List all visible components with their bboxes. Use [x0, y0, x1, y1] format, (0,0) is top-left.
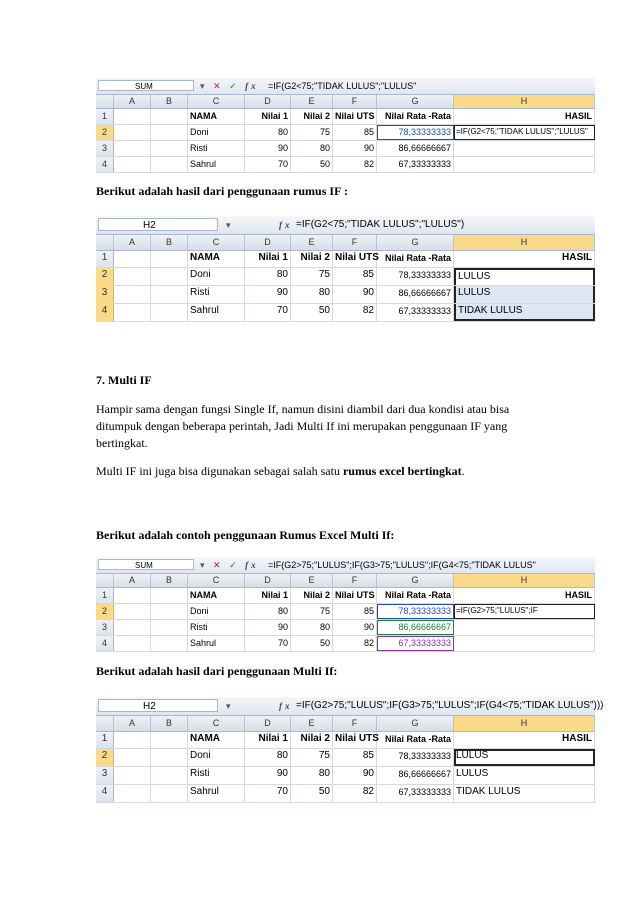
column-header-g[interactable]: G	[377, 235, 454, 250]
cell-header-nilai1[interactable]: Nilai 1	[245, 109, 291, 124]
column-header-e[interactable]: E	[291, 716, 333, 731]
cell-hasil[interactable]: LULUS	[454, 749, 595, 766]
paragraph-multi-if-usage: Multi IF ini juga bisa digunakan sebagai salah satu rumus excel bertingkat.	[96, 464, 465, 478]
column-header-f[interactable]: F	[333, 95, 377, 108]
cell-header-nama[interactable]: NAMA	[188, 109, 245, 124]
cell-header-rata[interactable]: Nilai Rata -Rata	[377, 109, 454, 124]
column-header-d[interactable]: D	[245, 95, 291, 108]
cell-header-uts[interactable]: Nilai UTS	[333, 109, 377, 124]
column-headers	[96, 235, 595, 251]
cell-header-rata[interactable]: Nilai Rata -Rata	[377, 251, 454, 267]
cell-header-nilai1[interactable]: Nilai 1	[245, 251, 291, 267]
select-all-corner[interactable]	[96, 95, 114, 108]
excel-screenshot-multi-if-result	[96, 697, 604, 798]
column-header-b[interactable]: B	[151, 574, 188, 587]
cell-nilai2[interactable]: 80	[291, 141, 333, 156]
cell-nilai1[interactable]: 80	[245, 749, 291, 766]
cell-nilai1[interactable]: 70	[245, 304, 291, 321]
name-box[interactable]: H2	[98, 218, 218, 231]
select-all-corner[interactable]	[96, 574, 114, 587]
cell-header-nilai2[interactable]: Nilai 2	[291, 109, 333, 124]
row-number[interactable]: 2	[96, 125, 114, 140]
cell-header-nilai2[interactable]: Nilai 2	[291, 588, 333, 603]
function-icon[interactable]: fx	[279, 701, 293, 711]
text-if-result-intro: Berikut adalah hasil dari penggunaan rumus IF :	[96, 184, 348, 198]
cell-header-nilai2[interactable]: Nilai 2	[291, 251, 333, 267]
table-row	[96, 109, 595, 125]
cell-rata[interactable]: 67,33333333	[377, 785, 454, 802]
cell-nilai2[interactable]: 80	[291, 286, 333, 303]
column-header-d[interactable]: D	[245, 235, 291, 250]
cell-nilai2[interactable]: 80	[291, 767, 333, 784]
cell-hasil[interactable]: LULUS	[454, 268, 595, 285]
formula-input[interactable]: =IF(G2>75;"LULUS";IF(G3>75;"LULUS";IF(G4<75;"TIDAK LULUS"	[268, 560, 536, 570]
select-all-corner[interactable]	[96, 716, 114, 731]
table-row	[96, 636, 595, 652]
cell-nilai1[interactable]: 90	[245, 286, 291, 303]
row-number[interactable]: 3	[96, 767, 114, 784]
column-header-f[interactable]: F	[333, 235, 377, 250]
formula-input[interactable]: =IF(G2<75;"TIDAK LULUS";"LULUS")	[296, 219, 465, 230]
cell-nilai1[interactable]: 70	[245, 157, 291, 172]
text-multi-if-example-intro: Berikut adalah contoh penggunaan Rumus Excel Multi If:	[96, 528, 395, 542]
excel-screenshot-if-result	[96, 216, 595, 317]
name-box[interactable]: SUM	[98, 80, 194, 91]
row-number[interactable]: 2	[96, 604, 114, 619]
cell-hasil-editing[interactable]: =IF(G2<75;"TIDAK LULUS";"LULUS"	[454, 125, 595, 140]
cell-header-uts[interactable]: Nilai UTS	[333, 251, 377, 267]
cell-uts[interactable]: 82	[333, 785, 377, 802]
function-icon[interactable]: fx	[279, 220, 293, 230]
cell-rata[interactable]: 67,33333333	[377, 636, 454, 651]
row-number[interactable]: 4	[96, 304, 114, 321]
section-heading: 7. Multi IF	[96, 373, 152, 387]
column-header-g[interactable]: G	[377, 716, 454, 731]
column-header-c[interactable]: C	[188, 95, 245, 108]
cell-nilai1[interactable]: 90	[245, 141, 291, 156]
cancel-icon[interactable]: ✕	[213, 81, 224, 91]
text-multi-if-result-intro: Berikut adalah hasil dari penggunaan Multi If:	[96, 664, 338, 678]
cell-nilai1[interactable]: 90	[245, 620, 291, 635]
cell-header-rata[interactable]: Nilai Rata -Rata	[377, 588, 454, 603]
column-header-c[interactable]: C	[188, 235, 245, 250]
column-header-g[interactable]: G	[377, 574, 454, 587]
dropdown-icon[interactable]: ▾	[200, 560, 208, 570]
column-header-h[interactable]: H	[454, 235, 595, 250]
cell-nilai2[interactable]: 75	[291, 125, 333, 140]
table-row	[96, 620, 595, 636]
table-row	[96, 304, 595, 322]
cell-header-nama[interactable]: NAMA	[188, 732, 245, 748]
excel-screenshot-multi-if-formula	[96, 557, 595, 648]
cell-rata[interactable]: 78,33333333	[377, 604, 454, 619]
column-headers	[96, 716, 595, 732]
cell-hasil[interactable]: LULUS	[454, 286, 595, 303]
column-headers	[96, 95, 595, 109]
row-number[interactable]: 3	[96, 620, 114, 635]
column-header-h[interactable]: H	[454, 716, 595, 731]
formula-input[interactable]: =IF(G2>75;"LULUS";IF(G3>75;"LULUS";IF(G4<75;"TIDAK LULUS")))	[296, 700, 604, 711]
table-row	[96, 286, 595, 304]
cell-rata[interactable]: 67,33333333	[377, 304, 454, 321]
formula-bar	[96, 216, 595, 235]
table-row	[96, 767, 595, 785]
cell-rata[interactable]: 78,33333333	[377, 268, 454, 285]
cell-nama[interactable]: Doni	[188, 749, 245, 766]
cell-nama[interactable]: Doni	[188, 604, 245, 619]
column-header-b[interactable]: B	[151, 95, 188, 108]
row-number[interactable]: 1	[96, 251, 114, 267]
column-header-a[interactable]: A	[114, 574, 151, 587]
cell-uts[interactable]: 90	[333, 286, 377, 303]
formula-bar	[96, 557, 595, 574]
column-header-f[interactable]: F	[333, 716, 377, 731]
formula-input[interactable]: =IF(G2<75;"TIDAK LULUS";"LULUS"	[268, 81, 417, 91]
cell-uts[interactable]: 85	[333, 749, 377, 766]
cell-nilai2[interactable]: 50	[291, 157, 333, 172]
cell-nilai1[interactable]: 80	[245, 268, 291, 285]
column-header-h[interactable]: H	[454, 574, 595, 587]
column-header-e[interactable]: E	[291, 235, 333, 250]
cell-header-hasil[interactable]: HASIL	[454, 251, 595, 267]
cell-nilai1[interactable]: 70	[245, 636, 291, 651]
cell-rata[interactable]: 78,33333333	[377, 749, 454, 766]
row-number[interactable]: 4	[96, 636, 114, 651]
cancel-icon[interactable]: ✕	[213, 560, 224, 570]
column-header-g[interactable]: G	[377, 95, 454, 108]
column-header-d[interactable]: D	[245, 716, 291, 731]
cell-uts[interactable]: 85	[333, 268, 377, 285]
column-header-f[interactable]: F	[333, 574, 377, 587]
cell-nama[interactable]: Sahrul	[188, 785, 245, 802]
cell-header-nilai1[interactable]: Nilai 1	[245, 732, 291, 748]
cell-header-rata[interactable]: Nilai Rata -Rata	[377, 732, 454, 748]
cell-uts[interactable]: 85	[333, 604, 377, 619]
select-all-corner[interactable]	[96, 235, 114, 250]
table-row	[96, 125, 595, 141]
name-box[interactable]: H2	[98, 699, 218, 712]
cell-hasil[interactable]: TIDAK LULUS	[454, 304, 595, 321]
cell-nilai1[interactable]: 80	[245, 125, 291, 140]
cell-nama[interactable]: Sahrul	[188, 636, 245, 651]
dropdown-icon[interactable]: ▾	[226, 220, 234, 230]
column-headers	[96, 574, 595, 588]
cell-uts[interactable]: 82	[333, 157, 377, 172]
cell-nama[interactable]: Doni	[188, 125, 245, 140]
cell-nilai1[interactable]: 80	[245, 604, 291, 619]
cell-rata[interactable]: 67,33333333	[377, 157, 454, 172]
table-row	[96, 268, 595, 286]
cell-uts[interactable]: 85	[333, 125, 377, 140]
table-row	[96, 157, 595, 173]
column-header-e[interactable]: E	[291, 574, 333, 587]
cell-rata[interactable]: 78,33333333	[377, 125, 454, 140]
cell-uts[interactable]: 90	[333, 141, 377, 156]
cell-nilai2[interactable]: 75	[291, 604, 333, 619]
cell-rata[interactable]: 86,66666667	[377, 141, 454, 156]
cell-nama[interactable]: Risti	[188, 767, 245, 784]
row-number[interactable]: 3	[96, 286, 114, 303]
row-number[interactable]: 1	[96, 588, 114, 603]
cell-nilai2[interactable]: 80	[291, 620, 333, 635]
dropdown-icon[interactable]: ▾	[226, 701, 234, 711]
cell-nilai1[interactable]: 90	[245, 767, 291, 784]
cell-header-hasil[interactable]: HASIL	[454, 588, 595, 603]
table-row	[96, 141, 595, 157]
row-number[interactable]: 2	[96, 268, 114, 285]
function-icon[interactable]: fx	[245, 81, 259, 91]
cell-uts[interactable]: 90	[333, 620, 377, 635]
excel-screenshot-if-formula	[96, 78, 595, 169]
cell-rata[interactable]: 86,66666667	[377, 767, 454, 784]
cell-hasil[interactable]: LULUS	[454, 767, 595, 784]
cell-header-nilai2[interactable]: Nilai 2	[291, 732, 333, 748]
cell-nama[interactable]: Sahrul	[188, 157, 245, 172]
cell-nilai2[interactable]: 50	[291, 636, 333, 651]
cell-header-nama[interactable]: NAMA	[188, 588, 245, 603]
column-header-h[interactable]: H	[454, 95, 595, 108]
table-row	[96, 251, 595, 268]
table-row	[96, 604, 595, 620]
cell-nilai2[interactable]: 50	[291, 304, 333, 321]
cell-header-nilai1[interactable]: Nilai 1	[245, 588, 291, 603]
cell-rata[interactable]: 86,66666667	[377, 620, 454, 635]
cell-rata[interactable]: 86,66666667	[377, 286, 454, 303]
enter-icon[interactable]: ✓	[229, 560, 240, 570]
cell-nama[interactable]: Sahrul	[188, 304, 245, 321]
column-header-a[interactable]: A	[114, 95, 151, 108]
cell-header-hasil[interactable]: HASIL	[454, 732, 595, 748]
cell-uts[interactable]: 82	[333, 636, 377, 651]
cell-nilai2[interactable]: 50	[291, 785, 333, 802]
formula-bar	[96, 78, 595, 95]
enter-icon[interactable]: ✓	[229, 81, 240, 91]
column-header-b[interactable]: B	[151, 235, 188, 250]
name-box[interactable]: SUM	[98, 559, 194, 570]
cell-nilai2[interactable]: 75	[291, 749, 333, 766]
cell-nama[interactable]: Doni	[188, 268, 245, 285]
row-number[interactable]: 4	[96, 157, 114, 172]
cell-hasil-editing[interactable]: =IF(G2>75;"LULUS";IF	[454, 604, 595, 619]
cell-header-hasil[interactable]: HASIL	[454, 109, 595, 124]
column-header-a[interactable]: A	[114, 716, 151, 731]
cell-uts[interactable]: 82	[333, 304, 377, 321]
cell-nama[interactable]: Risti	[188, 141, 245, 156]
dropdown-icon[interactable]: ▾	[200, 81, 208, 91]
table-row	[96, 785, 595, 803]
row-number[interactable]: 4	[96, 785, 114, 802]
column-header-c[interactable]: C	[188, 574, 245, 587]
table-row	[96, 749, 595, 767]
cell-header-uts[interactable]: Nilai UTS	[333, 588, 377, 603]
function-icon[interactable]: fx	[245, 560, 259, 570]
cell-nilai2[interactable]: 75	[291, 268, 333, 285]
row-number[interactable]: 2	[96, 749, 114, 766]
table-row	[96, 732, 595, 749]
cell-nilai1[interactable]: 70	[245, 785, 291, 802]
cell-header-nama[interactable]: NAMA	[188, 251, 245, 267]
column-header-a[interactable]: A	[114, 235, 151, 250]
cell-nama[interactable]: Risti	[188, 286, 245, 303]
column-header-d[interactable]: D	[245, 574, 291, 587]
formula-bar	[96, 697, 604, 716]
paragraph-multi-if: Hampir sama dengan fungsi Single If, namun disini diambil dari dua kondisi atau bisa ditumpuk dengan beberapa perintah, Jadi Multi If ini merupakan penggunaan IF yang bertingkat.	[96, 402, 510, 450]
row-number[interactable]: 1	[96, 109, 114, 124]
cell-header-uts[interactable]: Nilai UTS	[333, 732, 377, 748]
column-header-b[interactable]: B	[151, 716, 188, 731]
cell-uts[interactable]: 90	[333, 767, 377, 784]
cell-nama[interactable]: Risti	[188, 620, 245, 635]
column-header-c[interactable]: C	[188, 716, 245, 731]
column-header-e[interactable]: E	[291, 95, 333, 108]
row-number[interactable]: 1	[96, 732, 114, 748]
table-row	[96, 588, 595, 604]
link-rumus-excel-bertingkat: rumus excel bertingkat	[342, 464, 462, 478]
row-number[interactable]: 3	[96, 141, 114, 156]
cell-hasil[interactable]: TIDAK LULUS	[454, 785, 595, 802]
